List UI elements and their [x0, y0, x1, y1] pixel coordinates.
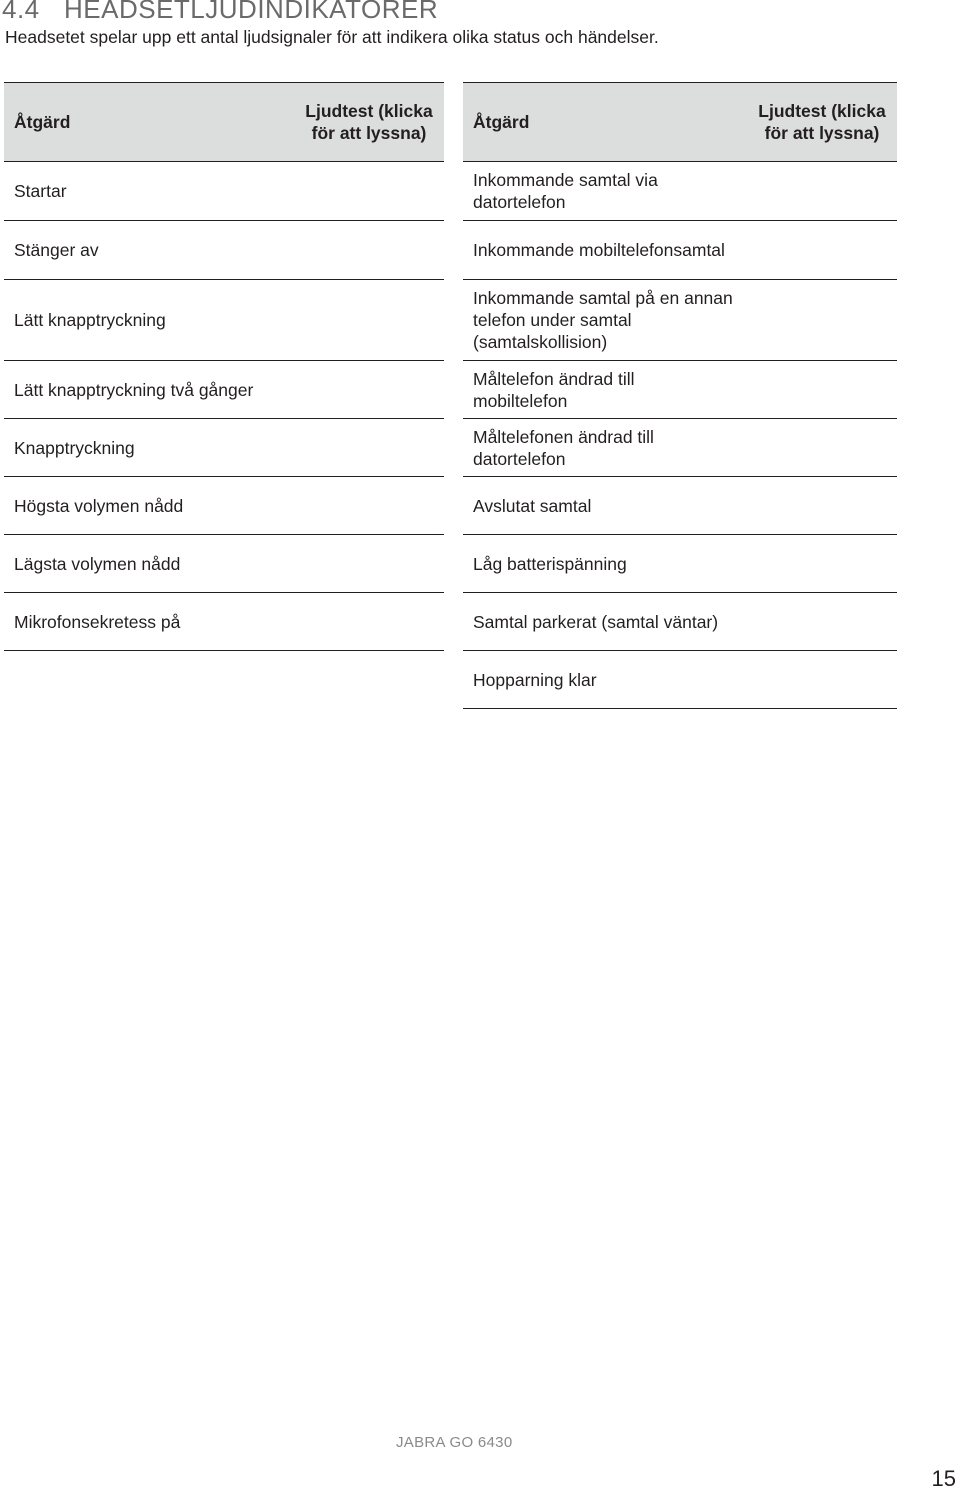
table-row: [4, 280, 444, 361]
header-sound-test: Ljudtest (klicka för att lyssna): [305, 101, 433, 143]
row-action: Låg batterispänning: [473, 553, 627, 574]
table-row: [4, 535, 444, 593]
table-row: [463, 477, 897, 535]
table-row: [4, 162, 444, 221]
table-row: [4, 477, 444, 535]
row-action: Inkommande samtal via datortelefon: [473, 170, 658, 212]
section-intro: Headsetet spelar upp ett antal ljudsignaler för att indikera olika status och händelser.: [5, 27, 659, 47]
section-title: HEADSETLJUDINDIKATORER: [64, 0, 439, 24]
table-row: [4, 593, 444, 651]
table-row: [463, 593, 897, 651]
row-action: Hopparning klar: [473, 669, 597, 690]
footer-brand: JABRA GO 6430: [396, 1434, 513, 1451]
row-action: Stänger av: [14, 240, 99, 260]
row-action: Samtal parkerat (samtal väntar): [473, 611, 719, 632]
row-action: Avslutat samtal: [473, 495, 592, 516]
table-row: [4, 361, 444, 419]
left-table: [4, 82, 444, 651]
row-action: Knapptryckning: [14, 437, 135, 458]
row-action: Högsta volymen nådd: [14, 495, 184, 516]
section-heading: [2, 0, 438, 25]
header-action: Åtgärd: [473, 111, 530, 132]
row-action: Lätt knapptryckning två gånger: [14, 379, 254, 400]
table-row: [463, 162, 897, 221]
table-row: [463, 221, 897, 280]
table-row: [463, 419, 897, 477]
row-action: Lätt knapptryckning: [14, 310, 166, 330]
table-row: [463, 280, 897, 361]
section-number: 4.4: [2, 0, 40, 24]
table-row: [463, 651, 897, 709]
left-table-header: [4, 82, 444, 162]
table-row: [463, 361, 897, 419]
header-action: Åtgärd: [14, 111, 71, 132]
table-row: [4, 221, 444, 280]
header-sound-test: Ljudtest (klicka för att lyssna): [758, 101, 886, 143]
table-row: [463, 535, 897, 593]
row-action: Måltelefonen ändrad till datortelefon: [473, 426, 654, 469]
row-action: Startar: [14, 181, 67, 201]
row-action: Lägsta volymen nådd: [14, 553, 181, 574]
right-table-header: [463, 82, 897, 162]
right-table: [463, 82, 897, 709]
row-action: Inkommande samtal på en annan telefon under samtal (samtalskollision): [473, 288, 733, 352]
row-action: Inkommande mobiltelefonsamtal: [473, 240, 725, 260]
row-action: Mikrofonsekretess på: [14, 611, 181, 632]
row-action: Måltelefon ändrad till mobiltelefon: [473, 368, 635, 411]
table-row: [4, 419, 444, 477]
page-number: 15: [931, 1466, 956, 1491]
